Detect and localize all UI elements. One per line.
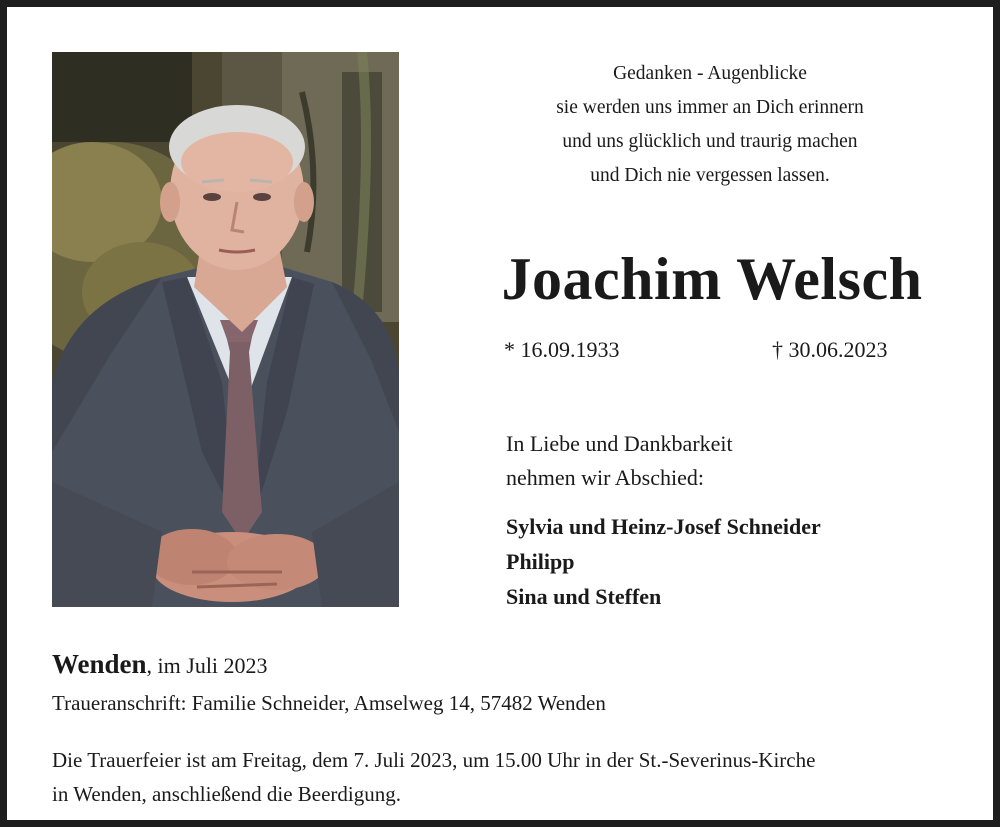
funeral-service-info <box>52 743 982 811</box>
memorial-poem <box>485 57 935 193</box>
mourner-entry: Sylvia und Heinz-Josef Schneider <box>506 514 821 539</box>
service-line: in Wenden, anschließend die Beerdigung. <box>52 782 401 806</box>
death-date: † 30.06.2023 <box>772 337 888 362</box>
portrait-photo <box>52 52 399 607</box>
mourner-entry: Sina und Steffen <box>506 584 662 609</box>
mourning-address: Traueranschrift: Familie Schneider, Amselweg 14, 57482 Wenden <box>52 691 606 715</box>
service-line: Die Trauerfeier ist am Freitag, dem 7. Juli 2023, um 15.00 Uhr in der St.-Severinus-Kirche <box>52 748 816 772</box>
birth-date: * 16.09.1933 <box>504 337 620 362</box>
deceased-name: Joachim Welsch <box>501 246 923 312</box>
poem-line: sie werden uns immer an Dich erinnern <box>556 97 864 118</box>
poem-line: und Dich nie vergessen lassen. <box>590 165 830 186</box>
place-town: Wenden <box>52 649 147 679</box>
farewell-text <box>506 427 733 495</box>
place-and-date <box>52 649 268 680</box>
place-date: , im Juli 2023 <box>146 653 268 678</box>
farewell-line: nehmen wir Abschied: <box>506 465 704 490</box>
mourner-entry: Philipp <box>506 549 575 574</box>
poem-line: Gedanken - Augenblicke <box>613 63 807 84</box>
farewell-line: In Liebe und Dankbarkeit <box>506 431 733 456</box>
mourners-list <box>506 509 821 614</box>
poem-line: und uns glücklich und traurig machen <box>562 131 858 152</box>
